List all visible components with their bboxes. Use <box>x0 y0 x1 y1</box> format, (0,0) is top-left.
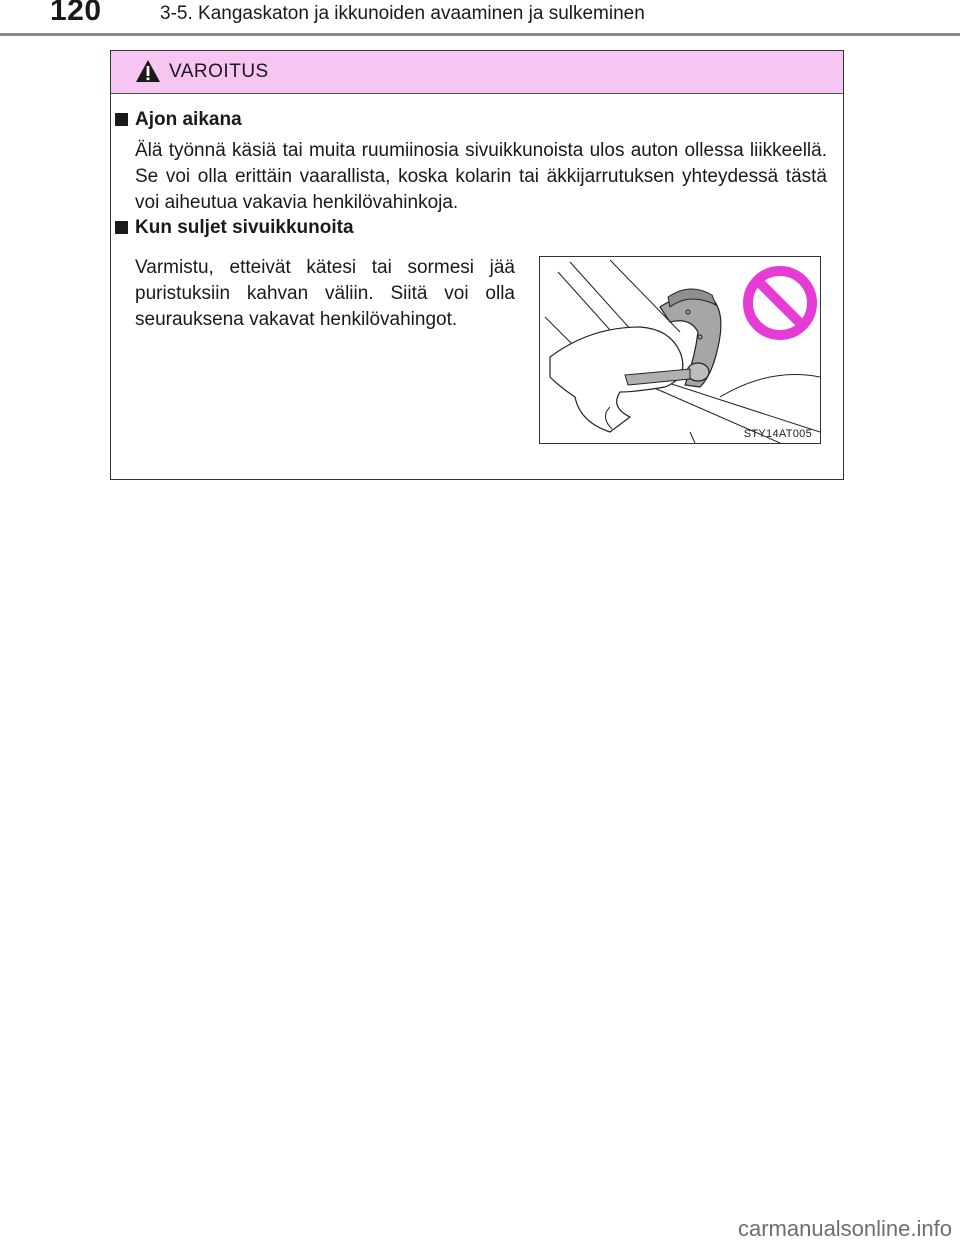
header-rule <box>0 33 960 36</box>
watermark: carmanualsonline.info <box>737 1216 952 1241</box>
section-paragraph: Varmistu, etteivät kätesi tai sormesi jää puristuksiin kahvan väliin. Siitä voi olla seurauksena vakavat henkilövahingot. <box>135 257 515 330</box>
warning-section-driving <box>111 109 843 213</box>
running-head: 3-5. Kangaskaton ja ikkunoiden avaaminen ja sulkeminen <box>160 3 645 24</box>
warning-title: VAROITUS <box>169 61 269 82</box>
warning-box <box>110 50 844 480</box>
section-heading <box>111 217 843 239</box>
section-paragraph: Älä työnnä käsiä tai muita ruumiinosia sivuikkunoista ulos auton ollessa liikkeellä. Se voi olla erittäin vaarallista, koska kolarin tai äkkijarrutuksen yhteydessä tästä voi aiheutua vakavia henkilövahinkoja. <box>135 140 827 213</box>
square-bullet-icon <box>115 221 128 234</box>
figure-code: STY14AT005 <box>743 428 812 440</box>
window-handle-illustration <box>539 256 821 444</box>
section-heading <box>111 109 843 131</box>
hand-on-window-handle-drawing <box>540 257 820 443</box>
warning-triangle-icon <box>135 59 161 83</box>
section-heading-text: Ajon aikana <box>135 109 242 130</box>
page-number: 120 <box>50 0 102 27</box>
warning-section-closing-windows <box>111 217 843 330</box>
square-bullet-icon <box>115 113 128 126</box>
section-heading-text: Kun suljet sivuikkunoita <box>135 217 354 238</box>
warning-header <box>111 51 843 94</box>
prohibition-sign-icon <box>748 271 812 335</box>
